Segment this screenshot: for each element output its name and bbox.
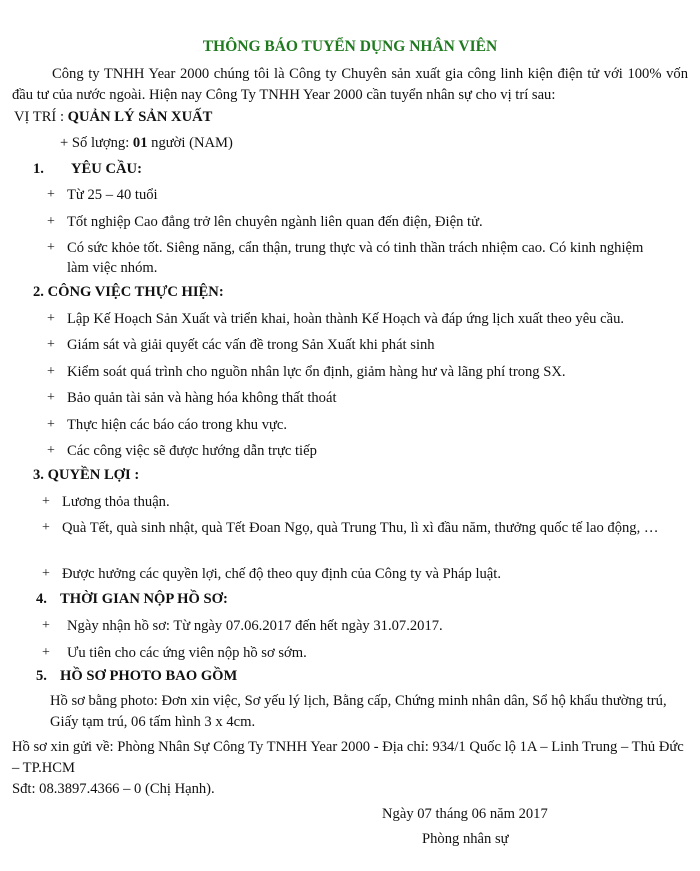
signature-department: Phòng nhân sự [422,831,509,847]
list-item: Từ 25 – 40 tuổi [67,187,158,203]
quantity-prefix: + Số lượng: [60,135,133,151]
intro-paragraph: Công ty TNHH Year 2000 chúng tôi là Công ty Chuyên sản xuất gia công linh kiện điện tử với 100% vốn đầu tư của nước ngoài. Hiện nay Công Ty TNHH Year 2000 cần tuyển nhân sự cho vị trí sau: [12,66,688,103]
list-item: Lập Kế Hoạch Sản Xuất và triển khai, hoàn thành Kế Hoạch và đáp ứng lịch xuất theo yêu cầu. [67,311,625,327]
plus-bullet-icon: + [47,240,55,255]
position-value: QUẢN LÝ SẢN XUẤT [67,109,213,125]
documents-body: Hồ sơ bằng photo: Đơn xin việc, Sơ yếu lý lịch, Bằng cấp, Chứng minh nhân dân, Sổ hộ khẩu thường trú, Giấy tạm trú, 06 tấm hình 3 x 4cm. [50,693,667,730]
section-3-heading: 3. QUYỀN LỢI : [33,467,140,483]
section-1-number: 1. [33,161,44,177]
position-line [14,109,212,127]
plus-bullet-icon: + [42,566,50,581]
plus-bullet-icon: + [42,520,50,535]
section-4-number: 4. [36,591,47,607]
list-item: Bảo quản tài sản và hàng hóa không thất thoát [67,390,337,406]
plus-bullet-icon: + [47,187,55,202]
section-5-heading: HỒ SƠ PHOTO BAO GỒM [60,668,238,684]
section-2-heading: 2. CÔNG VIỆC THỰC HIỆN: [33,284,224,300]
list-item: Ngày nhận hồ sơ: Từ ngày 07.06.2017 đến hết ngày 31.07.2017. [67,618,443,634]
plus-bullet-icon: + [42,618,50,633]
plus-bullet-icon: + [47,390,55,405]
list-item: Tốt nghiệp Cao đẳng trở lên chuyên ngành liên quan đến điện, Điện tử. [67,214,483,230]
list-item: Kiểm soát quá trình cho nguồn nhân lực ổn định, giảm hàng hư và lãng phí trong SX. [67,364,566,380]
plus-bullet-icon: + [47,443,55,458]
quantity-value: 01 [132,135,148,151]
plus-bullet-icon: + [47,417,55,432]
list-item: Thực hiện các báo cáo trong khu vực. [67,417,288,433]
list-item: Giám sát và giải quyết các vấn đề trong Sản Xuất khi phát sinh [67,337,435,353]
plus-bullet-icon: + [42,645,50,660]
quantity-suffix: người (NAM) [147,135,233,151]
plus-bullet-icon: + [47,337,55,352]
section-1-heading: YÊU CẦU: [71,161,142,177]
page-title: THÔNG BÁO TUYỂN DỤNG NHÂN VIÊN [202,38,498,55]
list-item: Có sức khỏe tốt. Siêng năng, cẩn thận, trung thực và có tinh thần trách nhiệm cao. Có kinh nghiệm làm việc nhóm. [67,240,644,276]
plus-bullet-icon: + [42,494,50,509]
list-item: Ưu tiên cho các ứng viên nộp hồ sơ sớm. [67,645,307,661]
signature-date: Ngày 07 tháng 06 năm 2017 [382,806,548,822]
plus-bullet-icon: + [47,214,55,229]
section-5-number: 5. [36,668,47,684]
section-4-heading: THỜI GIAN NỘP HỒ SƠ: [60,591,228,607]
list-item: Được hưởng các quyền lợi, chế độ theo quy định của Công ty và Pháp luật. [62,566,501,582]
quantity-line [60,135,233,153]
position-label: VỊ TRÍ : [14,109,68,125]
list-item: Quà Tết, quà sinh nhật, quà Tết Đoan Ngọ, quà Trung Thu, lì xì đầu năm, thưởng quốc tế lao động, … [62,520,659,536]
list-item: Các công việc sẽ được hướng dẫn trực tiếp [67,443,317,459]
contact-phone: Sđt: 08.3897.4366 – 0 (Chị Hạnh). [12,781,215,797]
plus-bullet-icon: + [47,311,55,326]
plus-bullet-icon: + [47,364,55,379]
list-item: Lương thỏa thuận. [62,494,170,510]
contact-address: Hồ sơ xin gửi về: Phòng Nhân Sự Công Ty TNHH Year 2000 - Địa chỉ: 934/1 Quốc lộ 1A – Linh Trung – Thủ Đức – TP.HCM [12,739,684,776]
